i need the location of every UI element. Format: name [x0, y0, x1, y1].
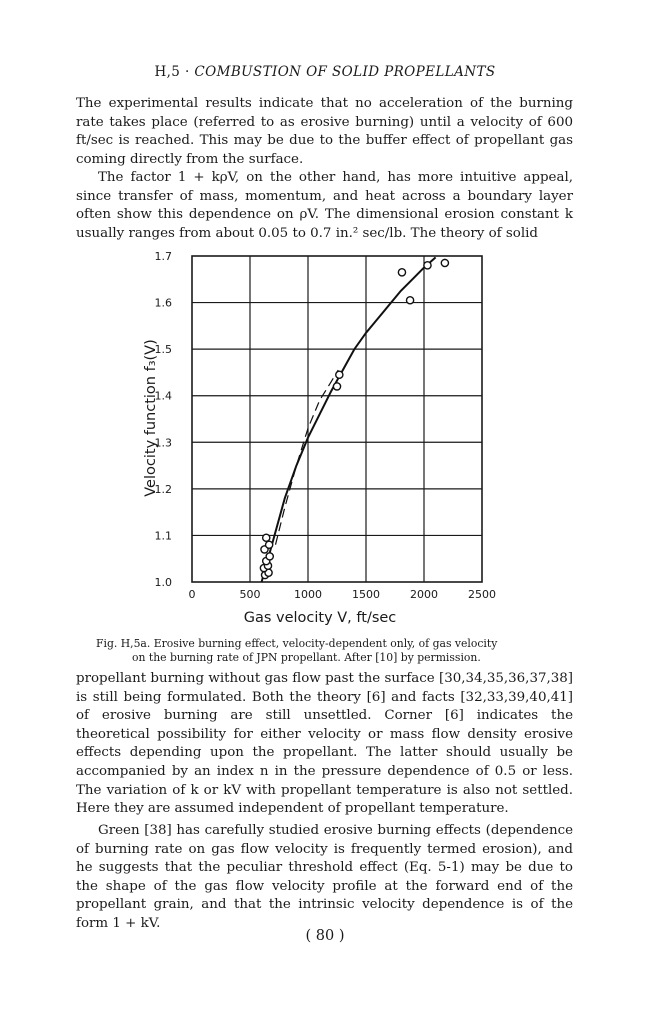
- chart-curves: [262, 257, 436, 582]
- x-tick-label: 1000: [294, 588, 322, 601]
- page-number: ( 80 ): [305, 928, 345, 944]
- caption-line-2: on the burning rate of JPN propellant. After [10] by permission.: [132, 650, 481, 664]
- x-axis-label: Gas velocity V, ft/sec: [243, 610, 397, 626]
- x-tick-label: 500: [239, 588, 261, 601]
- plot-frame: [192, 256, 482, 582]
- data-point: [266, 553, 273, 560]
- data-point: [263, 534, 270, 541]
- y-tick-label: 1.0: [154, 576, 172, 589]
- chapter-title: COMBUSTION OF SOLID PROPELLANTS: [194, 64, 496, 80]
- chart-grid: [192, 256, 482, 582]
- data-point: [424, 262, 431, 269]
- x-tick-label: 1500: [352, 588, 380, 601]
- y-tick-label: 1.5: [154, 343, 172, 357]
- caption-line-1: Fig. H,5a. Erosive burning effect, velocity-dependent only, of gas velocity: [96, 637, 498, 650]
- y-tick-label: 1.3: [154, 436, 172, 450]
- running-head: [0, 64, 650, 80]
- x-tick-label: 0: [188, 588, 196, 601]
- data-point: [406, 297, 413, 304]
- y-tick-label: 1.7: [154, 250, 172, 263]
- figure-caption: [96, 637, 556, 664]
- data-point: [266, 541, 273, 548]
- data-point: [441, 259, 448, 266]
- x-tick-label: 2000: [410, 588, 438, 601]
- data-point: [398, 269, 405, 276]
- chart-points: [260, 259, 448, 578]
- y-tick-label: 1.2: [154, 482, 172, 496]
- y-tick-label: 1.6: [154, 296, 172, 310]
- paragraph-factor: The factor 1 + kρV, on the other hand, has more intuitive appeal, since transfer of mass, momentum, and heat across a boundary layer often show this dependence on ρV. The dimensional erosion constant k usually ranges from about 0.05 to 0.7 in.² sec/lb. The theory of solid: [76, 170, 573, 241]
- velocity-function-chart: [130, 250, 510, 635]
- header-separator: ·: [185, 64, 190, 80]
- data-point: [336, 371, 343, 378]
- x-tick-label: 2500: [468, 588, 496, 601]
- section-number: H,5: [154, 64, 181, 80]
- y-tick-label: 1.4: [154, 389, 172, 403]
- y-axis-label: Velocity function f₃(V): [143, 339, 159, 497]
- paragraph-green: Green [38] has carefully studied erosive burning effects (dependence of burning rate on gas flow velocity is frequently termed erosion), and he suggests that the peculiar threshold effect (Eq. 5-1) may be due to the shape of the gas flow velocity profile at the forward end of the propellant grain, and that the intrinsic velocity dependence is of the form 1 + kV.: [76, 823, 573, 931]
- paragraph-theory: propellant burning without gas flow past the surface [30,34,35,36,37,38] is still being formulated. Both the theory [6] and facts [32,33,39,40,41] of erosive burning are still unsettled. Corner [6] indicates the theoretical possibility for either velocity or mass flow density erosive effects depending upon the propellant. The latter should usually be accompanied by an index n in the pressure dependence of 0.5 or less. The variation of k or kV with propellant temperature is also not settled. Here they are assumed independent of propellant temperature.: [76, 671, 573, 817]
- paragraph-intro: The experimental results indicate that no acceleration of the burning rate takes place (referred to as erosive burning) until a velocity of 600 ft/sec is reached. This may be due to the buffer effect of propellant gas coming directly from the surface.: [76, 96, 573, 167]
- data-point: [333, 383, 340, 390]
- y-tick-label: 1.1: [154, 529, 172, 543]
- fit-curve: [262, 257, 436, 582]
